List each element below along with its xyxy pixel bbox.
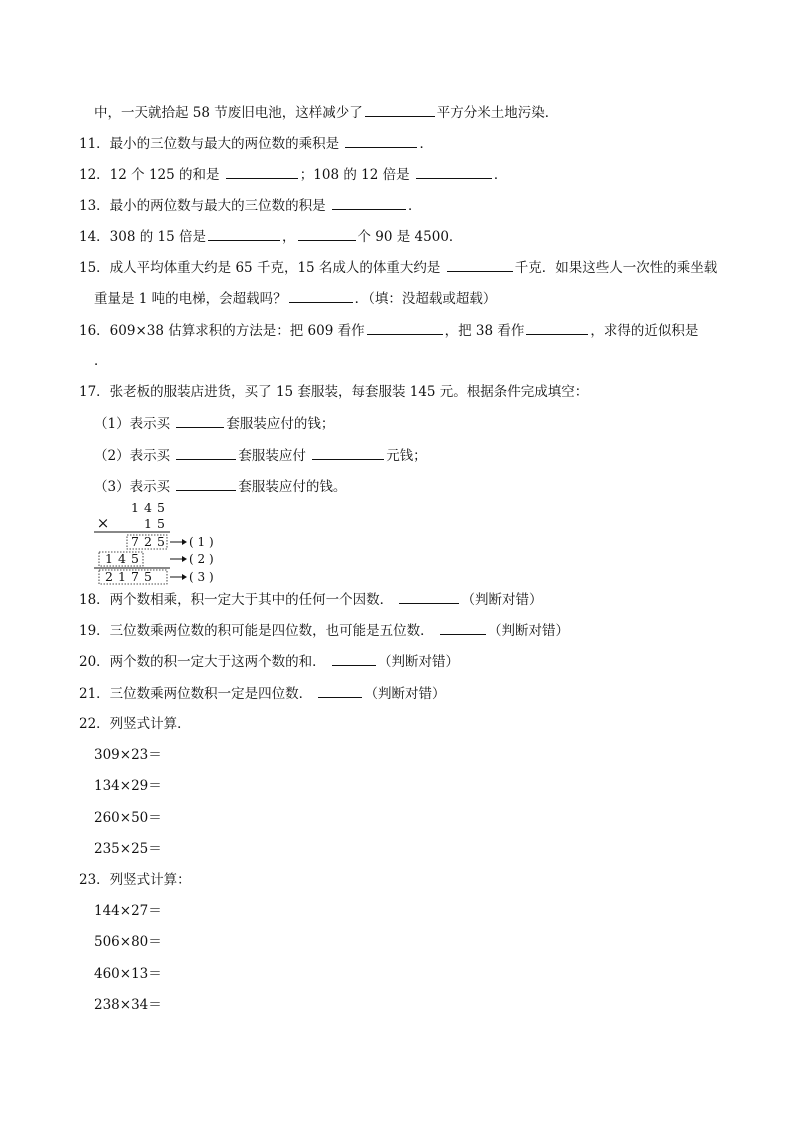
q15-blank-1[interactable] [447,258,513,272]
q10-blank[interactable] [365,103,435,117]
q13-line: 13．最小的两位数与最大的三位数的积是 ． [79,198,422,214]
q15-line-2: 重量是 1 吨的电梯，会超载吗？ ．（填：没超载或超载） [94,291,497,307]
q16-line-1: 16．609×38 估算求积的方法是：把 609 看作 ，把 38 看作 ，求得的近似积是 [79,323,699,339]
q10-line: 中，一天就拾起 58 节废旧电池，这样减少了 平方分米土地污染． [94,105,559,121]
q16-blank-1[interactable] [367,321,443,335]
q17-blank-4[interactable] [176,477,236,491]
fig-label-3: ( 3 ) [189,570,214,584]
q20-line: 20．两个数的积一定大于这两个数的和． （判断对错） [79,654,459,670]
fig-top-digit: 1 [131,500,139,515]
q12-blank-1[interactable] [226,165,298,179]
q17-blank-1[interactable] [176,414,224,428]
q21-blank[interactable] [318,684,362,698]
q19-line: 19．三位数乘两位数的积可能是四位数，也可能是五位数． （判断对错） [79,623,569,639]
q15-line-1: 15．成人平均体重大约是 65 千克，15 名成人的体重大约是 千克．如果这些人一次性的乘坐载 [79,260,718,276]
fig-times-sign: × [96,514,110,532]
fig-row1-digit: 2 [144,534,152,549]
fig-row2-digit: 5 [131,551,139,566]
fig-row2-digit: 4 [118,551,126,566]
q23-item: 144×27＝ [94,903,162,919]
fig-top-digit: 4 [144,500,152,515]
q15-blank-2[interactable] [289,289,353,303]
fig-row3-digit: 2 [105,569,113,584]
fig-arrowhead-3 [182,574,187,580]
q22-title: 22．列竖式计算． [79,716,191,732]
q23-title: 23．列竖式计算： [79,872,191,888]
q11-line: 11．最小的三位数与最大的两位数的乘积是 ． [79,136,433,152]
q17-sub-1: （1）表示买 套服装应付的钱； [94,416,335,432]
fig-row3-digit: 7 [131,569,139,584]
q17-blank-2[interactable] [176,446,236,460]
q22-item: 260×50＝ [94,810,162,826]
q18-blank[interactable] [399,590,459,604]
q18-line: 18．两个数相乘，积一定大于其中的任何一个因数． （判断对错） [79,592,543,608]
q17-sub-3: （3）表示买 套服装应付的钱。 [94,479,347,495]
q17-line: 17．张老板的服装店进货，买了 15 套服装，每套服装 145 元。根据条件完成填空： [79,384,589,400]
q22-item: 235×25＝ [94,841,162,857]
q13-blank[interactable] [332,196,406,210]
q14-blank-2[interactable] [298,227,356,241]
q17-blank-3[interactable] [312,446,384,460]
fig-arrowhead-1 [182,539,187,545]
q21-line: 21．三位数乘两位数积一定是四位数． （判断对错） [79,686,446,702]
q19-blank[interactable] [440,621,486,635]
fig-row3-digit: 5 [144,569,152,584]
q20-blank[interactable] [332,652,376,666]
q23-item: 506×80＝ [94,934,162,950]
q23-item: 460×13＝ [94,966,162,982]
fig-arrowhead-2 [182,556,187,562]
fig-label-1: ( 1 ) [189,535,214,549]
fig-row1-digit: 7 [131,534,139,549]
fig-label-2: ( 2 ) [189,552,214,566]
q14-line: 14．308 的 15 倍是 ， 个 90 是 4500． [79,229,463,245]
fig-row2-digit: 1 [105,551,113,566]
q14-blank-1[interactable] [208,227,280,241]
q23-item: 238×34＝ [94,997,162,1013]
q16-blank-2[interactable] [526,321,588,335]
fig-row1-digit: 5 [157,534,165,549]
q17-sub-2: （2）表示买 套服装应付 元钱； [94,448,427,464]
q11-blank[interactable] [345,134,417,148]
multiplication-figure [88,498,228,586]
q12-blank-2[interactable] [416,165,492,179]
fig-mult-digit: 5 [157,516,165,531]
q16-line-2: ． [94,353,108,369]
fig-top-digit: 5 [157,500,165,515]
q12-line: 12．12 个 125 的和是 ；108 的 12 倍是 ． [79,167,508,183]
fig-row3-digit: 1 [118,569,126,584]
q22-item: 309×23＝ [94,747,162,763]
q22-item: 134×29＝ [94,778,162,794]
fig-mult-digit: 1 [144,516,152,531]
